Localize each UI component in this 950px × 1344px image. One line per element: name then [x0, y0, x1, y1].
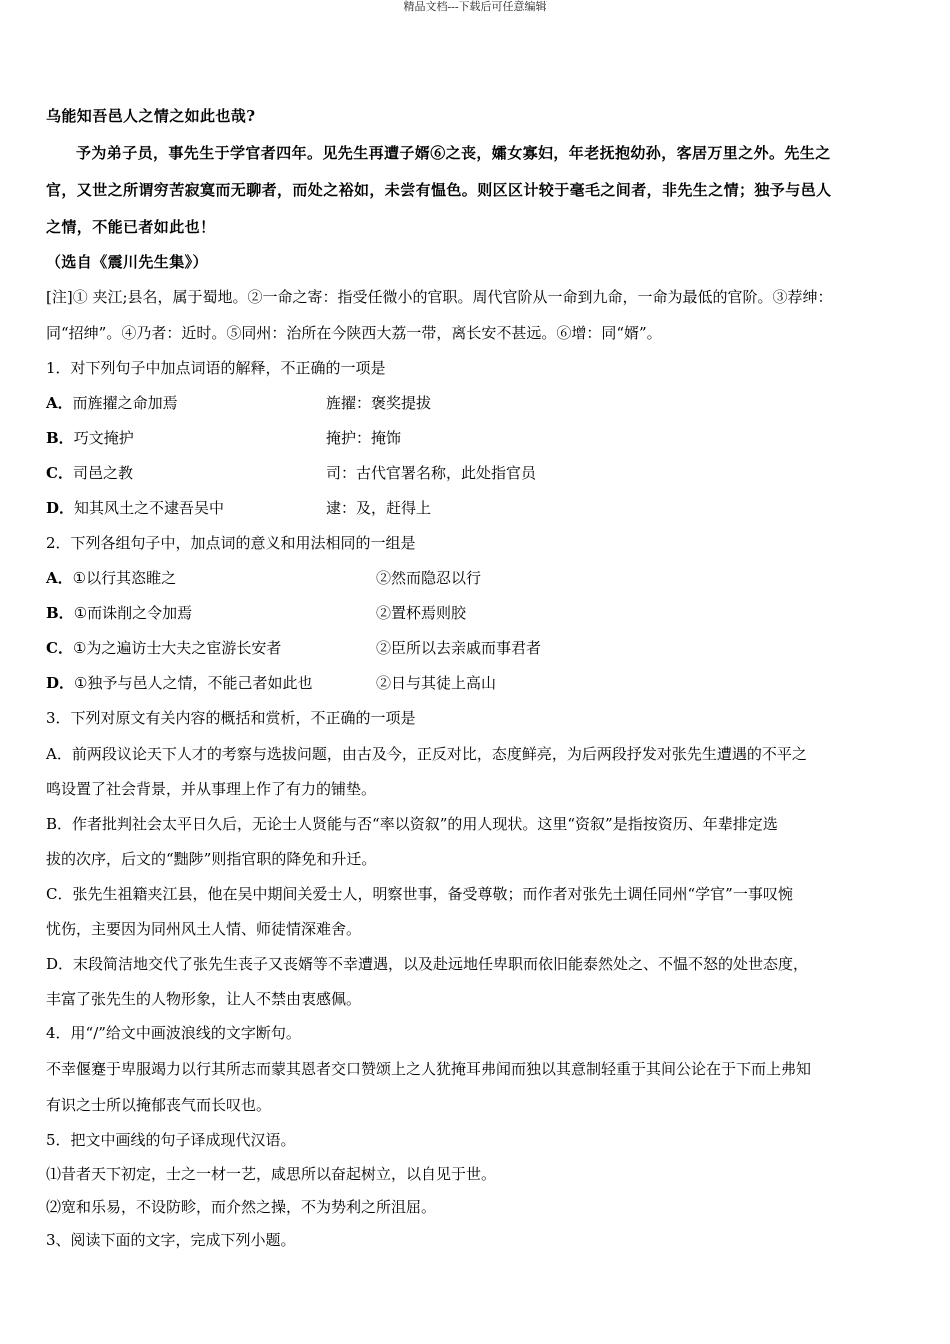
- q3-option-d-cont: 丰富了张先生的人物形象，让人不禁由衷感佩。: [46, 990, 362, 1008]
- q4-text-cont: 有识之士所以掩郁丧气而长叹也。: [46, 1096, 272, 1114]
- q4-text: 不幸偃蹇于卑服竭力以行其所志而蒙其恩者交口赞颂上之人犹掩耳弗闻而独以其意制轻重于其间公论在于下而上弗知: [46, 1060, 812, 1078]
- question-3-stem: 3．下列对原文有关内容的概括和赏析，不正确的一项是: [46, 709, 416, 727]
- question-1-stem: 1．对下列句子中加点词语的解释，不正确的一项是: [46, 359, 386, 377]
- option-label: A．: [46, 569, 73, 587]
- q1-option-b: [46, 421, 912, 456]
- notes-line: [注]① 夹江;县名，属于蜀地。②一命之寄：指受任微小的官职。周代官阶从一命到九命，一命为最低的官阶。③荐绅：: [46, 288, 833, 306]
- q5-sentence-2: ⑵宽和乐易，不设防畛，而介然之操，不为势利之所沮屈。: [46, 1198, 437, 1216]
- q2-option-c: [46, 631, 912, 666]
- passage-line: 乌能知吾邑人之情之如此也哉?: [46, 107, 256, 125]
- option-second: ②置杯焉则胶: [376, 604, 467, 622]
- option-label: A．: [46, 394, 73, 412]
- option-first: ①独予与邑人之情，不能己者如此也: [74, 674, 313, 692]
- passage-source: （选自《震川先生集》）: [46, 253, 208, 271]
- q3-option-c-cont: 忧伤，主要因为同州风土人情、师徒情深难舍。: [46, 920, 362, 938]
- option-first: ①以行其恣睢之: [72, 569, 177, 587]
- q3-option-d: D．末段简洁地交代了张先生丧子又丧婿等不幸遭遇，以及赴远地任卑职而依旧能泰然处之、不愠不怒的处世态度，: [46, 955, 809, 973]
- q1-option-d: [46, 491, 912, 526]
- q3-option-a: A．前两段议论天下人才的考察与选拔问题，由古及今，正反对比，态度鲜亮，为后两段抒发对张先生遭遇的不平之: [46, 745, 807, 763]
- option-label: B．: [46, 429, 74, 447]
- section-heading: 3、阅读下面的文字，完成下列小题。: [46, 1231, 296, 1249]
- option-label: C．: [46, 464, 73, 482]
- q3-option-c: C．张先生祖籍夹江县，他在吴中期间关爱士人，明察世事，备受尊敬；而作者对张先土调任同州“学官”一事叹惋: [46, 885, 793, 903]
- option-text: 而旌擢之命加焉: [72, 394, 178, 412]
- q3-option-b-cont: 拔的次序，后文的“黜陟”则指官职的降免和升迁。: [46, 850, 377, 868]
- q3-option-a-cont: 鸣设置了社会背景，并从事理上作了有力的铺垫。: [46, 780, 377, 798]
- q2-option-a: [46, 561, 912, 596]
- option-text: 知其风土之不逮吾吴中: [74, 499, 225, 517]
- question-4-stem: 4．用“/”给文中画波浪线的文字断句。: [46, 1024, 301, 1042]
- q5-sentence-1: ⑴昔者天下初定，士之一材一艺，咸思所以奋起树立，以自见于世。: [46, 1165, 497, 1183]
- option-second: ②臣所以去亲戚而事君者: [376, 639, 542, 657]
- question-5-stem: 5．把文中画线的句子译成现代汉语。: [46, 1131, 296, 1149]
- question-2-stem: 2．下列各组句子中，加点词的意义和用法相同的一组是: [46, 534, 416, 552]
- q1-option-c: [46, 456, 912, 491]
- option-first: ①为之遍访士大夫之宦游长安者: [72, 639, 282, 657]
- document-body: [46, 98, 912, 1257]
- option-text: 巧文掩护: [73, 429, 134, 447]
- page-header: 精品文档---下载后可任意编辑: [403, 1, 547, 13]
- option-explanation: 逮：及，赶得上: [326, 499, 432, 517]
- option-first: ①而诛削之令加焉: [73, 604, 193, 622]
- passage-line: 之情，不能已者如此也！: [46, 218, 216, 236]
- option-second: ②然而隐忍以行: [376, 569, 482, 587]
- option-text: 司邑之教: [72, 464, 133, 482]
- option-explanation: 旌擢：褒奖提拔: [326, 394, 432, 412]
- option-label: B．: [46, 604, 74, 622]
- notes-line: 同“招绅”。④乃者：近时。⑤同州：治所在今陕西大荔一带，离长安不甚远。⑥增：同“婿”。: [46, 324, 662, 342]
- option-second: ②日与其徒上高山: [376, 674, 497, 692]
- option-label: C．: [46, 639, 73, 657]
- option-explanation: 司：古代官署名称，此处指官员: [326, 464, 537, 482]
- q3-option-b: B．作者批判社会太平日久后，无论士人贤能与否“率以资叙”的用人现状。这里“资叙”是指按资历、年辈排定选: [46, 815, 778, 833]
- q1-option-a: [46, 386, 912, 421]
- option-explanation: 掩护：掩饰: [326, 429, 402, 447]
- q2-option-b: [46, 596, 912, 631]
- passage-line: 官，又世之所谓穷苦寂寞而无聊者，而处之裕如，未尝有愠色。则区区计较于毫毛之间者，非先生之情；独予与邑人: [46, 181, 832, 199]
- passage-line: 予为弟子员，事先生于学官者四年。见先生再遭子婿⑥之丧，孀女寡妇，年老抚抱幼孙，客居万里之外。先生之: [76, 144, 831, 162]
- option-label: D．: [46, 674, 75, 692]
- option-label: D．: [46, 499, 75, 517]
- q2-option-d: [46, 666, 912, 701]
